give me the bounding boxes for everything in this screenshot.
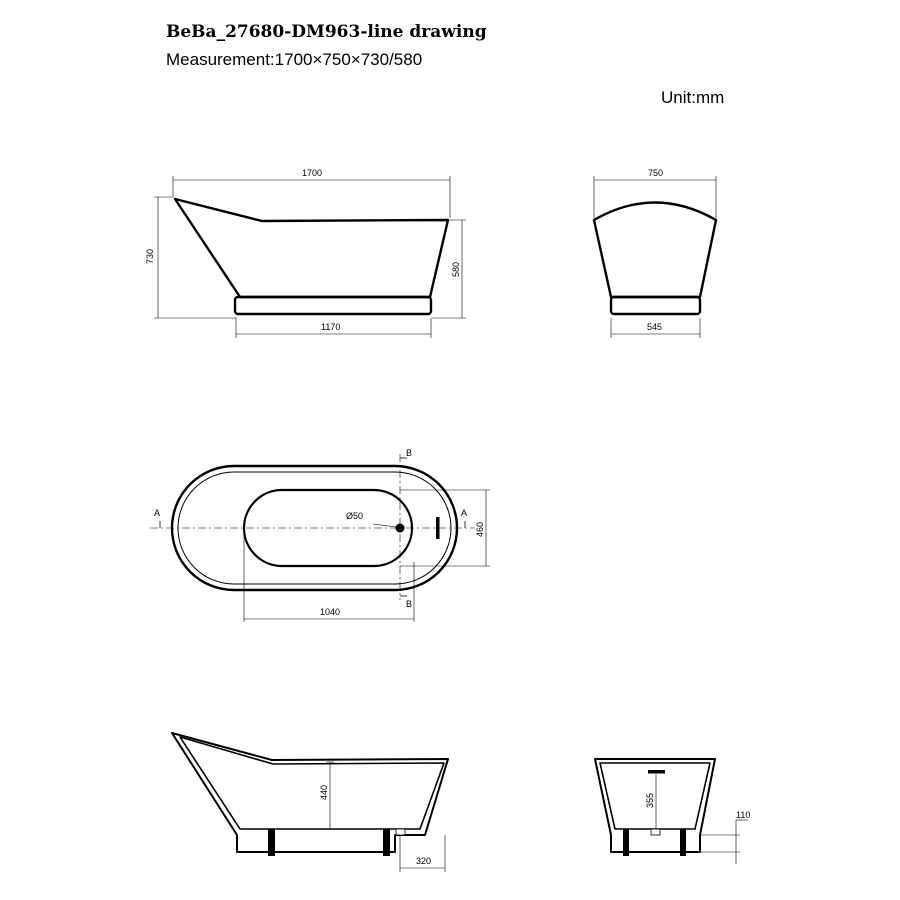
dim-base-height: 110	[736, 810, 751, 820]
foot-right-b	[680, 829, 686, 856]
unit-label: Unit:mm	[661, 88, 725, 107]
dim-rim-height: 580	[451, 261, 461, 277]
section-b-top-label: B	[406, 448, 413, 458]
side-tub-outline	[175, 199, 448, 297]
dim-height: 730	[145, 248, 155, 264]
dim-width: 750	[648, 168, 664, 178]
foot-left-a	[268, 829, 275, 856]
side-view	[145, 168, 466, 338]
dim-base-length: 1170	[321, 322, 341, 332]
foot-right-a	[383, 829, 390, 856]
dim-inner-length: 1040	[320, 607, 341, 617]
dim-drain-offset: 320	[416, 856, 432, 866]
dim-length: 1700	[302, 168, 323, 178]
dim-base-width: 545	[647, 322, 663, 332]
end-view	[594, 168, 716, 338]
section-a-inner	[180, 737, 444, 829]
foot-left-b	[623, 829, 629, 856]
section-a-view	[172, 733, 448, 872]
top-view	[150, 448, 490, 622]
section-a-left-label: A	[154, 508, 161, 518]
measurement-label: Measurement:1700×750×730/580	[166, 50, 423, 69]
section-a-outer	[172, 733, 448, 852]
drain-body-a	[396, 829, 405, 835]
end-base-plinth	[611, 297, 700, 314]
drawing-title: BeBa_27680-DM963-line drawing	[166, 22, 487, 42]
section-b-view	[595, 759, 750, 864]
dim-depth-b: 355	[645, 792, 655, 808]
dim-depth-a: 440	[319, 784, 329, 800]
drain-body-b	[651, 829, 660, 835]
side-base-plinth	[235, 297, 431, 314]
dim-drain-diameter: Ø50	[346, 511, 364, 521]
drain-icon	[396, 524, 405, 533]
dim-inner-width: 460	[475, 521, 485, 537]
overflow-icon-b	[648, 770, 665, 774]
section-a-right-label: A	[461, 508, 468, 518]
end-tub-outline	[594, 203, 716, 298]
section-b-bottom-label: B	[406, 599, 413, 609]
overflow-icon	[436, 517, 440, 539]
